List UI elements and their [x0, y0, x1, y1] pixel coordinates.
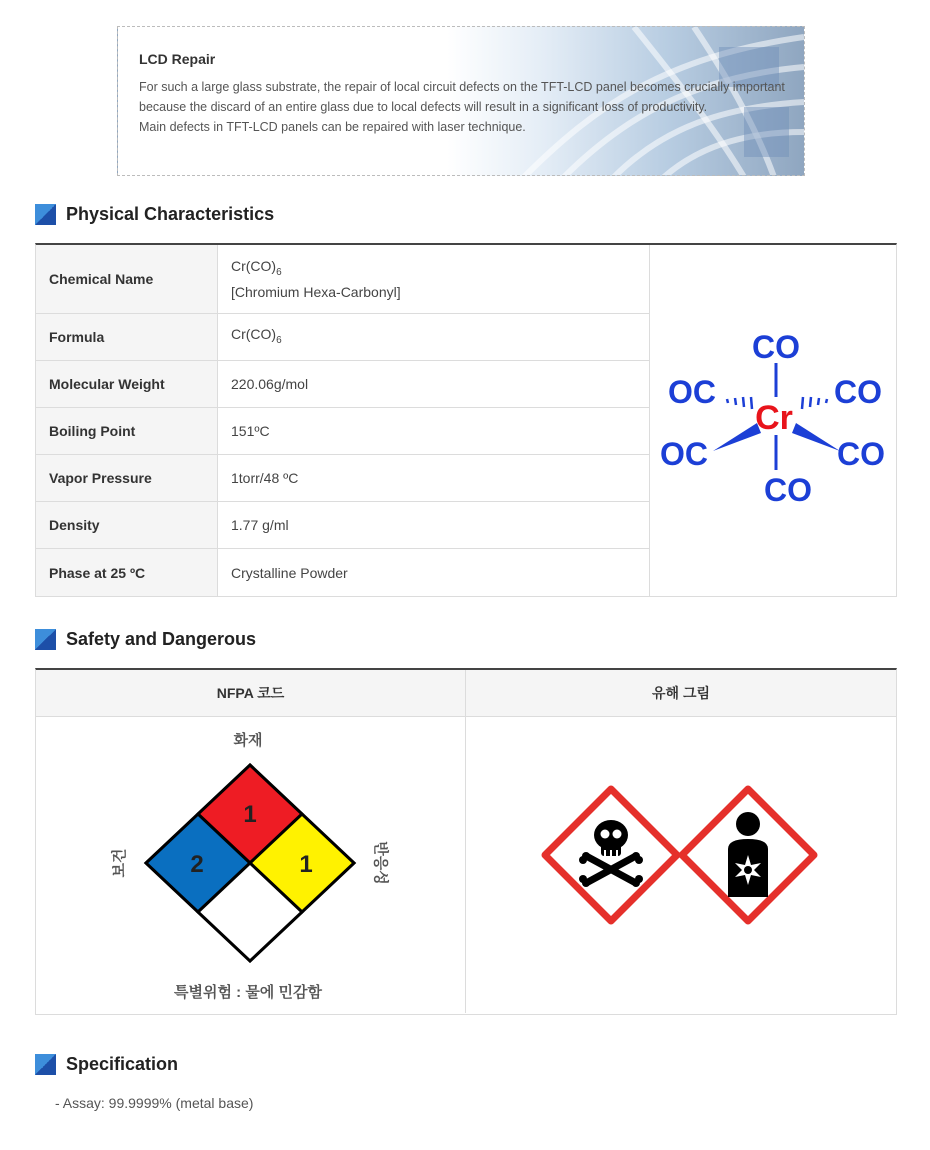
- formula-subscript: 6: [276, 334, 282, 346]
- ligand-top-text: CO: [752, 329, 800, 365]
- center-atom-text: Cr: [755, 399, 793, 437]
- intro-paragraph-1: For such a large glass substrate, the repair of local circuit defects on the TFT-LCD panel becomes crucially important because the discard of an entire glass due to local defects will result in a significant loss of productivity.: [139, 80, 785, 114]
- row-label: Vapor Pressure: [36, 455, 218, 501]
- row-label: Density: [36, 502, 218, 548]
- row-value: 151ºC: [231, 423, 270, 439]
- safety-table-header: [36, 670, 896, 717]
- nfpa-label-health: 보건: [111, 848, 128, 878]
- section-square-icon: [35, 1054, 56, 1075]
- nfpa-column-header: NFPA 코드: [36, 670, 466, 716]
- table-row: [36, 455, 649, 502]
- row-label: Formula: [36, 314, 218, 360]
- chromium-hexacarbonyl-structure-diagram: [650, 245, 897, 596]
- ligand-upper-left-text: OC: [668, 374, 716, 410]
- physical-heading: Physical Characteristics: [66, 203, 275, 224]
- row-value: 1.77 g/ml: [231, 517, 289, 533]
- nfpa-health-rating: 2: [190, 851, 204, 878]
- chemical-name-text: [Chromium Hexa-Carbonyl]: [231, 284, 401, 301]
- table-row: [36, 502, 649, 549]
- nfpa-diamond-diagram: [36, 717, 466, 1013]
- intro-description: [139, 77, 789, 137]
- specification-section-header: [35, 1052, 178, 1076]
- safety-table-body: [36, 717, 896, 1013]
- specification-heading: Specification: [66, 1053, 179, 1074]
- safety-table: [35, 668, 897, 1015]
- table-row: [36, 361, 649, 408]
- row-label: Chemical Name: [36, 245, 218, 313]
- table-row: [36, 314, 649, 361]
- physical-characteristics-table: [35, 243, 897, 597]
- intro-title: LCD Repair: [139, 51, 216, 67]
- safety-heading: Safety and Dangerous: [66, 628, 257, 649]
- formula-text: Cr(CO): [231, 325, 277, 342]
- ghs-pictograms: [466, 717, 896, 1013]
- hazard-pictogram-column-header: 유해 그림: [652, 685, 710, 701]
- ligand-lower-left-text: OC: [660, 436, 708, 472]
- row-label: Boiling Point: [36, 408, 218, 454]
- ligand-upper-right-text: CO: [834, 374, 882, 410]
- specification-item: - Assay: 99.9999% (metal base): [55, 1095, 254, 1111]
- intro-paragraph-2: Main defects in TFT-LCD panels can be repaired with laser technique.: [139, 120, 526, 134]
- row-label: Phase at 25 ºC: [36, 549, 218, 596]
- molecular-structure-cell: [649, 245, 896, 596]
- ligand-lower-right-text: CO: [837, 436, 885, 472]
- nfpa-label-reactivity: 반응성: [372, 841, 389, 885]
- nfpa-label-special: 특별위험 : 물에 민감함: [174, 984, 322, 1001]
- table-row: [36, 245, 649, 314]
- table-row: [36, 408, 649, 455]
- formula-subscript: 6: [276, 266, 282, 278]
- formula-text: Cr(CO): [231, 257, 277, 274]
- row-value: 1torr/48 ºC: [231, 470, 299, 486]
- hazard-pictograms-cell: [466, 717, 896, 1013]
- row-label: Molecular Weight: [36, 361, 218, 407]
- row-value: [218, 314, 649, 360]
- row-value: [218, 245, 649, 313]
- row-value: 220.06g/mol: [231, 376, 309, 392]
- skull-crossbones-icon: [545, 789, 677, 921]
- section-square-icon: [35, 629, 56, 650]
- health-hazard-icon: [682, 789, 814, 921]
- intro-banner: [117, 26, 805, 176]
- safety-section-header: [35, 627, 256, 651]
- table-row: [36, 549, 649, 596]
- nfpa-reactivity-rating: 1: [299, 851, 313, 878]
- physical-section-header: [35, 202, 274, 226]
- nfpa-fire-rating: 1: [243, 801, 257, 828]
- row-value: Crystalline Powder: [231, 564, 348, 581]
- nfpa-label-fire: 화재: [233, 732, 263, 749]
- ligand-bottom-text: CO: [764, 472, 812, 508]
- nfpa-cell: [36, 717, 466, 1013]
- section-square-icon: [35, 204, 56, 225]
